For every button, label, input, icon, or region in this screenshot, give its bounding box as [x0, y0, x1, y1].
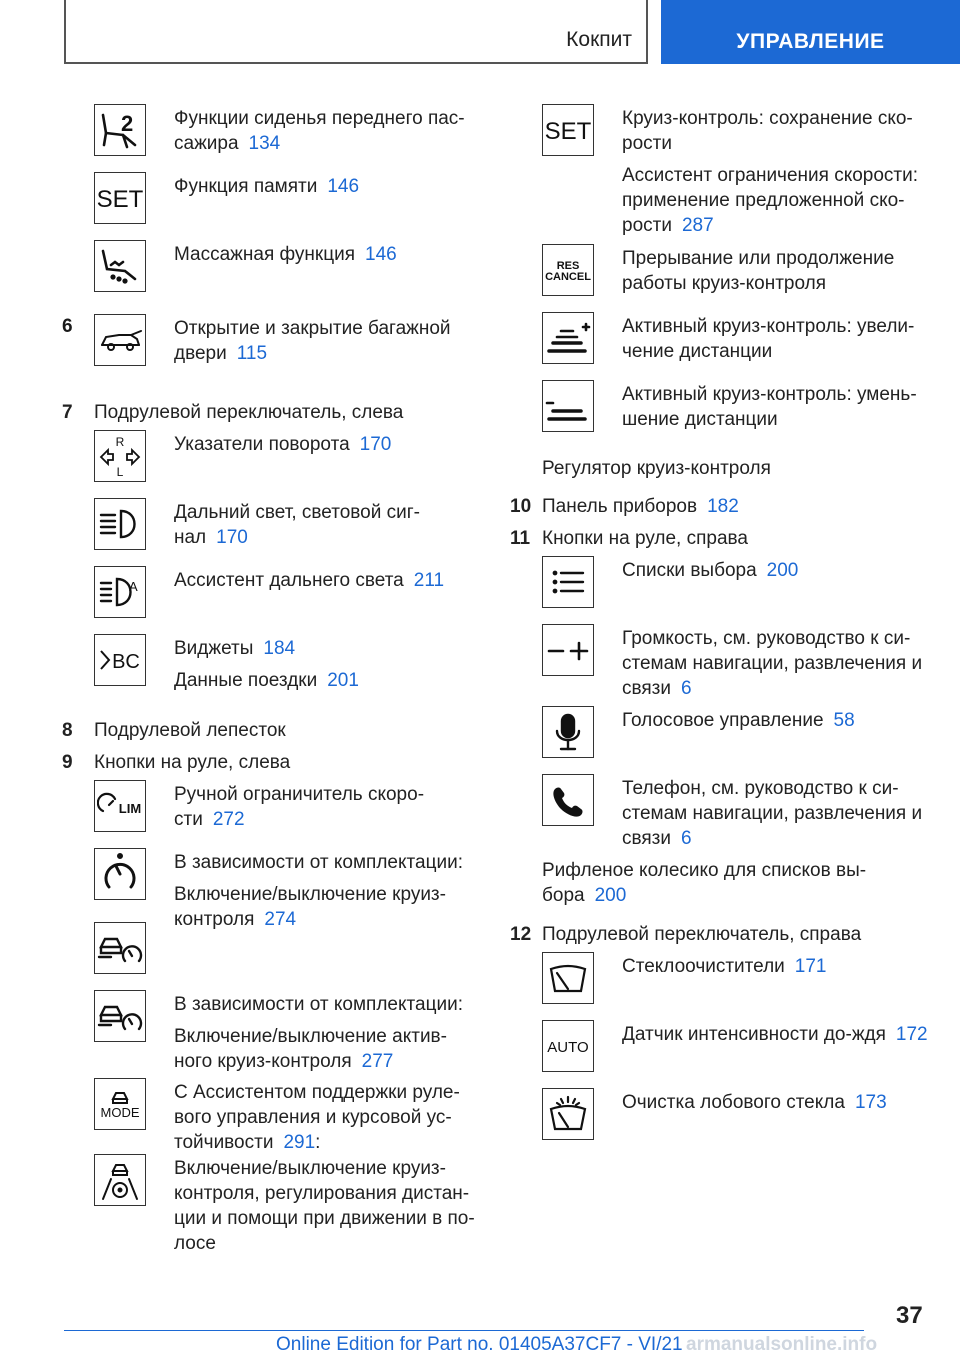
trip-text: Данные поездки: [174, 670, 318, 691]
highbeam-assist-text: Ассистент дальнего света: [174, 570, 404, 591]
washer-icon[interactable]: [542, 1088, 594, 1140]
distance-minus-icon[interactable]: [542, 380, 594, 432]
limiter-icon: [94, 780, 146, 832]
high-beam-icon: [94, 498, 146, 550]
row-memory: [62, 172, 482, 240]
colon: :: [315, 1132, 321, 1153]
svg-text:BC: BC: [112, 651, 140, 673]
page-ref[interactable]: 211: [413, 570, 445, 591]
phone-icon[interactable]: [542, 774, 594, 826]
set-speed-text: Круиз-контроль: сохранение ско-рости: [622, 108, 913, 154]
row-massage: [62, 240, 482, 314]
item-7-text: Подрулевой переключатель, слева: [94, 402, 404, 423]
page-ref[interactable]: 200: [594, 885, 627, 906]
page-ref[interactable]: 277: [361, 1051, 394, 1072]
dist-minus-text: Активный круиз-контроль: умень-шение дистанции: [622, 384, 917, 430]
page-ref[interactable]: 184: [263, 638, 296, 659]
page-ref[interactable]: 170: [216, 527, 248, 548]
page-ref[interactable]: 146: [327, 176, 360, 197]
svg-text:CANCEL: CANCEL: [545, 271, 591, 283]
steering-text: Включение/выключение круиз-контроля, регулирования дистан-ции и помощи при движении в по-лосе: [174, 1158, 475, 1254]
page-number: 37: [896, 1302, 923, 1329]
microphone-icon[interactable]: [542, 706, 594, 758]
row-item-8: [62, 718, 482, 750]
set-icon: [94, 172, 146, 224]
page-ref[interactable]: 115: [236, 343, 268, 364]
thumbwheel-label: [510, 858, 938, 922]
row-limiter: [62, 780, 482, 848]
wiper-icon[interactable]: [542, 952, 594, 1004]
set-icon[interactable]: [542, 104, 594, 156]
right-column: [510, 104, 938, 1156]
page-ref[interactable]: 170: [359, 434, 392, 455]
item-8-text: Подрулевой лепесток: [94, 720, 286, 741]
row-acc: [62, 990, 482, 1078]
steering-assist-icon[interactable]: [94, 1154, 146, 1206]
page-ref[interactable]: 287: [681, 215, 714, 236]
row-auto: [510, 1020, 938, 1088]
page-ref[interactable]: 291: [283, 1132, 316, 1153]
page-ref[interactable]: 134: [248, 133, 281, 154]
row-seat-passenger: [62, 104, 482, 172]
turn-text: Указатели поворота: [174, 434, 350, 455]
header-box: [64, 0, 648, 64]
svg-text:2: 2: [121, 111, 134, 136]
item-number: 7: [62, 402, 73, 423]
page-ref[interactable]: 58: [833, 710, 855, 731]
item-10-text: Панель приборов: [542, 496, 698, 517]
svg-text:SET: SET: [545, 118, 591, 145]
row-dist-minus: [510, 380, 938, 456]
page-ref[interactable]: 6: [681, 678, 692, 699]
item-11-text: Кнопки на руле, справа: [542, 528, 748, 549]
row-item-12: [510, 922, 938, 952]
watermark: armanualsonline.info: [686, 1334, 878, 1355]
tailgate-text: Открытие и закрытие багажной двери: [174, 318, 451, 364]
lists-text: Списки выбора: [622, 560, 757, 581]
page-ref[interactable]: 182: [707, 496, 739, 517]
volume-icon[interactable]: [542, 624, 594, 676]
svg-text:RES: RES: [556, 260, 580, 272]
item-number: 6: [62, 316, 73, 337]
cruise-note: В зависимости от комплектации:: [174, 852, 463, 873]
row-lists: [510, 556, 938, 624]
volume-text: Громкость, см. руководство к си-стемам навигации, развлечения и связи: [622, 628, 923, 699]
row-item-11: [510, 526, 938, 556]
tailgate-icon[interactable]: [94, 314, 146, 366]
row-highbeam: [62, 498, 482, 566]
washer-text: Очистка лобового стекла: [622, 1092, 845, 1113]
row-res-cancel: [510, 244, 938, 312]
row-highbeam-assist: [62, 566, 482, 634]
svg-text:A: A: [129, 579, 138, 594]
acc-icon[interactable]: [94, 922, 146, 974]
edition-text: Online Edition for Part no. 01405A37CF7 - VI/21: [276, 1334, 683, 1355]
speed-limit-text: Ассистент ограничения скорости: применение предложенной ско-рости: [622, 165, 919, 236]
chapter-tab[interactable]: УПРАВЛЕНИЕ: [661, 0, 960, 64]
wipers-text: Стеклоочистители: [622, 956, 785, 977]
row-item-10: [510, 494, 938, 526]
page-ref[interactable]: 173: [854, 1092, 887, 1113]
acc-note: В зависимости от комплектации:: [174, 994, 463, 1015]
row-item-7: [62, 400, 482, 430]
page-ref[interactable]: 171: [794, 956, 827, 977]
row-mode: [62, 1078, 482, 1154]
item-12-text: Подрулевой переключатель, справа: [542, 924, 862, 945]
cruise-text: Включение/выключение круиз-контроля: [174, 884, 446, 930]
item-9-text: Кнопки на руле, слева: [94, 752, 291, 773]
page-ref[interactable]: 201: [327, 670, 359, 691]
row-set-speed: [510, 104, 938, 244]
massage-icon: [94, 240, 146, 292]
page-ref[interactable]: 272: [212, 809, 245, 830]
svg-text:SET: SET: [97, 186, 143, 213]
svg-text:AUTO: AUTO: [547, 1039, 589, 1056]
auto-icon[interactable]: [542, 1020, 594, 1072]
massage-text: Массажная функция: [174, 244, 356, 265]
seat-passenger-text: Функции сиденья переднего пас-сажира: [174, 108, 465, 154]
page-ref[interactable]: 6: [681, 828, 692, 849]
row-turn: [62, 430, 482, 498]
high-beam-assist-icon: [94, 566, 146, 618]
widgets-text: Виджеты: [174, 638, 254, 659]
cruise-knob-label: Регулятор круиз-контроля: [542, 458, 771, 479]
memory-text: Функция памяти: [174, 176, 318, 197]
footer-divider: [64, 1330, 864, 1331]
svg-text:R: R: [115, 435, 125, 449]
row-washer: [510, 1088, 938, 1156]
item-number: 8: [62, 720, 73, 741]
turn-signal-icon: [94, 430, 146, 482]
mode-icon[interactable]: [94, 1078, 146, 1130]
acc-icon[interactable]: [94, 990, 146, 1042]
row-item-9: [62, 750, 482, 780]
row-acc-icon: [62, 922, 482, 990]
page-ref[interactable]: 146: [365, 244, 397, 265]
dist-plus-text: Активный круиз-контроль: увели-чение дистанции: [622, 316, 915, 362]
svg-text:MODE: MODE: [100, 1105, 140, 1120]
distance-plus-icon[interactable]: [542, 312, 594, 364]
page-ref[interactable]: 172: [895, 1024, 928, 1045]
res-cancel-text: Прерывание или продолжение работы круиз-контроля: [622, 248, 895, 294]
auto-text: Датчик интенсивности до-ждя: [622, 1024, 886, 1045]
row-steering: [62, 1154, 482, 1260]
cruise-icon[interactable]: [94, 848, 146, 900]
row-cruise: [62, 848, 482, 930]
row-bc: [62, 634, 482, 718]
list-icon[interactable]: [542, 556, 594, 608]
row-wipers: [510, 952, 938, 1020]
svg-text:L: L: [116, 465, 124, 479]
row-voice: [510, 706, 938, 774]
row-phone: [510, 774, 938, 858]
res-cancel-icon[interactable]: [542, 244, 594, 296]
page-ref[interactable]: 200: [766, 560, 799, 581]
thumbwheel-text: Рифленое колесико для списков вы-бора: [542, 860, 867, 906]
row-volume: [510, 624, 938, 706]
item-number: 11: [510, 528, 531, 549]
row-item-6: [62, 314, 482, 400]
svg-text:LIM: LIM: [118, 801, 142, 816]
limiter-text: Ручной ограничитель скоро-сти: [174, 784, 425, 830]
bc-icon: [94, 634, 146, 686]
phone-text: Телефон, см. руководство к си-стемам навигации, развлечения и связи: [622, 778, 923, 849]
voice-text: Голосовое управление: [622, 710, 824, 731]
mode-text: С Ассистентом поддержки руле-вого управления и курсовой ус-тойчивости: [174, 1082, 460, 1153]
page-ref[interactable]: 274: [264, 909, 297, 930]
item-number: 10: [510, 496, 532, 517]
item-number: 9: [62, 752, 73, 773]
highbeam-text: Дальний свет, световой сиг-нал: [174, 502, 420, 548]
section-title: Кокпит: [566, 28, 632, 51]
left-column: [62, 104, 482, 1260]
item-number: 12: [510, 924, 532, 945]
seat-2-icon: [94, 104, 146, 156]
acc-text: Включение/выключение актив-ного круиз-контроля: [174, 1026, 447, 1072]
row-dist-plus: [510, 312, 938, 380]
